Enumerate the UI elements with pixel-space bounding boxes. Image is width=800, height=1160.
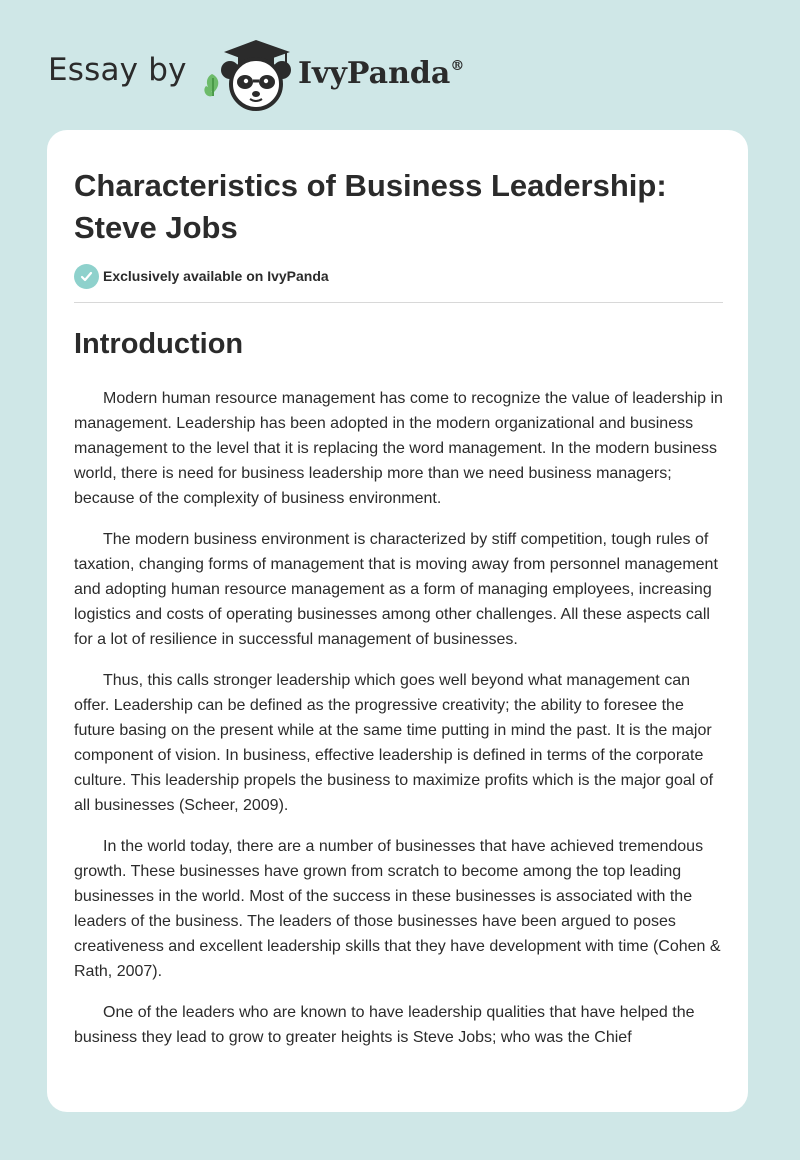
paragraph: The modern business environment is characterized by stiff competition, tough rules of taxation, changing forms of management that is moving away from personnel management and adopting human resource management as a form of managing employees, increasing logistics and costs of operating businesses among other challenges. All these aspects call for a lot of resilience in successful management of businesses. bbox=[74, 531, 718, 648]
paragraph: Modern human resource management has come to recognize the value of leadership in management. Leadership has been adopted in the modern organizational and business management to the level that it is replacing the word management. In the modern business world, there is need for business leadership more than we need business managers; because of the complexity of business environment. bbox=[74, 390, 723, 507]
panda-graduate-icon[interactable] bbox=[200, 34, 296, 112]
brand-name-text: IvyPanda bbox=[298, 56, 451, 91]
check-icon bbox=[74, 264, 99, 289]
brand-name[interactable] bbox=[298, 56, 464, 91]
exclusive-badge bbox=[74, 263, 329, 289]
essay-card bbox=[47, 130, 748, 1112]
essay-body bbox=[74, 386, 726, 1066]
paragraph: In the world today, there are a number of businesses that have achieved tremendous growth. These businesses have grown from scratch to become among the top leading businesses in the world. Most of the success in these businesses is associated with the leaders of the business. The leaders of those businesses have been argued to poses creativeness and excellent leadership skills that they have development with time (Cohen & Rath, 2007). bbox=[74, 838, 721, 980]
essay-title: Characteristics of Business Leadership: Steve Jobs bbox=[74, 168, 667, 245]
paragraph: Thus, this calls stronger leadership which goes well beyond what management can offer. Leadership can be defined as the progressive creativity; the ability to foresee the future basing on the present while at the same time putting in mind the past. It is the major component of vision. In business, effective leadership is defined in terms of the corporate culture. This leadership propels the business to maximize profits which is the major goal of all businesses (Scheer, 2009). bbox=[74, 672, 714, 814]
essay-by-label: Essay by bbox=[48, 52, 187, 88]
registered-mark: ® bbox=[450, 58, 465, 74]
site-header bbox=[0, 0, 800, 130]
paragraph: One of the leaders who are known to have leadership qualities that have helped the business they lead to grow to greater heights is Steve Jobs; who was the Chief bbox=[74, 1004, 695, 1046]
section-heading: Introduction bbox=[74, 328, 244, 360]
divider bbox=[74, 302, 723, 303]
exclusive-badge-label: Exclusively available on IvyPanda bbox=[103, 268, 329, 284]
